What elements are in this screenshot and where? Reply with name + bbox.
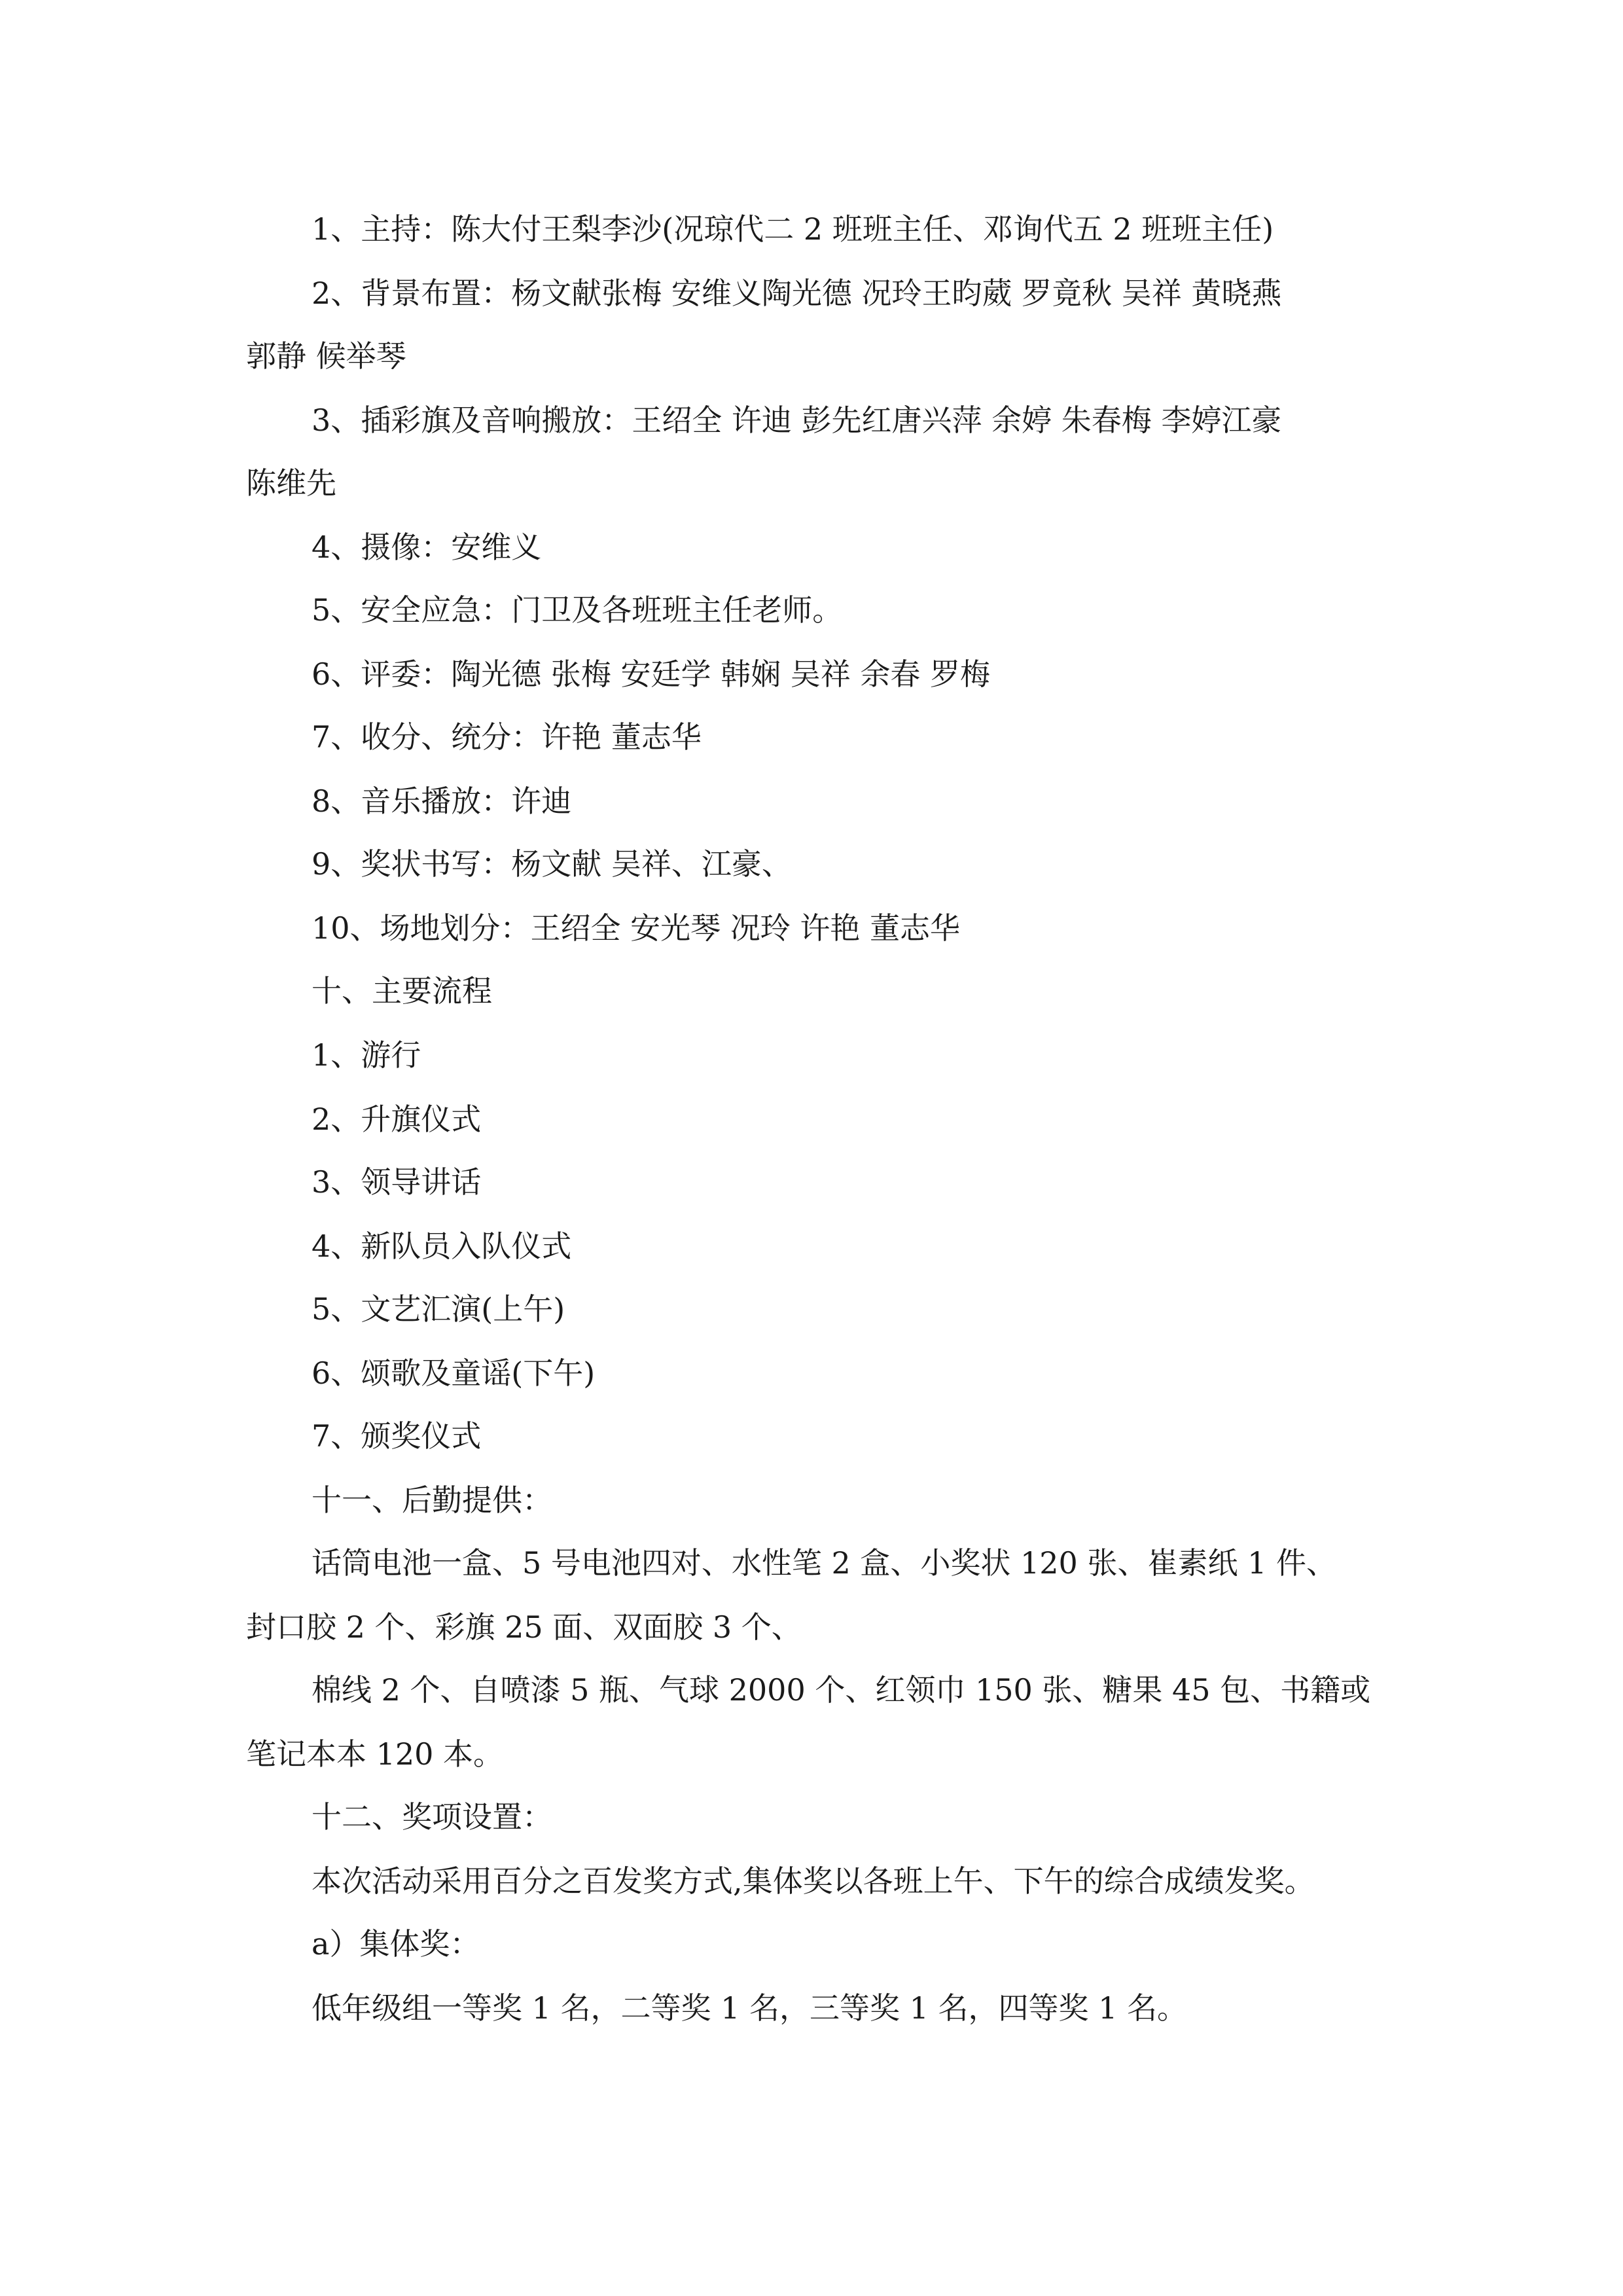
- text-line: 4、新队员入队仪式: [312, 1229, 572, 1264]
- text-line: 7、收分、统分：许艳 董志华: [312, 719, 702, 755]
- text-line: 9、奖状书写：杨文献 吴祥、江豪、: [312, 846, 792, 882]
- text-line: 话筒电池一盒、5 号电池四对、水性笔 2 盒、小奖状 120 张、崔素纸 1 件、: [312, 1545, 1336, 1581]
- section-heading: 十二、奖项设置：: [312, 1799, 552, 1835]
- text-line: 陈维先: [246, 465, 336, 501]
- text-line: 6、评委：陶光德 张梅 安廷学 韩娴 吴祥 余春 罗梅: [312, 656, 990, 692]
- section-heading: 十一、后勤提供：: [312, 1482, 552, 1518]
- text-line: 6、颂歌及童谣(下午): [312, 1355, 596, 1391]
- text-line: 7、颁奖仪式: [312, 1418, 482, 1454]
- text-line: a）集体奖：: [312, 1926, 480, 1962]
- text-line: 本次活动采用百分之百发奖方式,集体奖以各班上午、下午的综合成绩发奖。: [312, 1863, 1315, 1899]
- text-line: 3、插彩旗及音响搬放：王绍全 许迪 彭先红唐兴萍 余婷 朱春梅 李婷江豪: [312, 403, 1282, 438]
- text-line: 5、文艺汇演(上午): [312, 1291, 565, 1327]
- text-line: 笔记本本 120 本。: [246, 1736, 504, 1772]
- text-line: 2、背景布置：杨文献张梅 安维义陶光德 况玲王昀葳 罗竟秋 吴祥 黄晓燕: [312, 276, 1282, 311]
- text-line: 2、升旗仪式: [312, 1102, 482, 1137]
- text-line: 1、游行: [312, 1037, 421, 1073]
- text-line: 4、摄像：安维义: [312, 529, 542, 565]
- text-line: 棉线 2 个、自喷漆 5 瓶、气球 2000 个、红领巾 150 张、糖果 45 包、书籍或: [312, 1672, 1371, 1708]
- text-line: 3、领导讲话: [312, 1164, 482, 1200]
- text-line: 封口胶 2 个、彩旗 25 面、双面胶 3 个、: [246, 1609, 802, 1645]
- text-line: 8、音乐播放：许迪: [312, 783, 572, 819]
- text-line: 1、主持：陈大付王梨李沙(况琼代二 2 班班主任、邓询代五 2 班班主任): [312, 211, 1274, 247]
- text-line: 5、安全应急：门卫及各班班主任老师。: [312, 592, 843, 628]
- text-line: 低年级组一等奖 1 名，二等奖 1 名，三等奖 1 名，四等奖 1 名。: [312, 1990, 1188, 2026]
- text-line: 10、场地划分：王绍全 安光琴 况玲 许艳 董志华: [312, 910, 961, 946]
- text-line: 郭静 候举琴: [246, 338, 406, 374]
- section-heading: 十、主要流程: [312, 973, 492, 1009]
